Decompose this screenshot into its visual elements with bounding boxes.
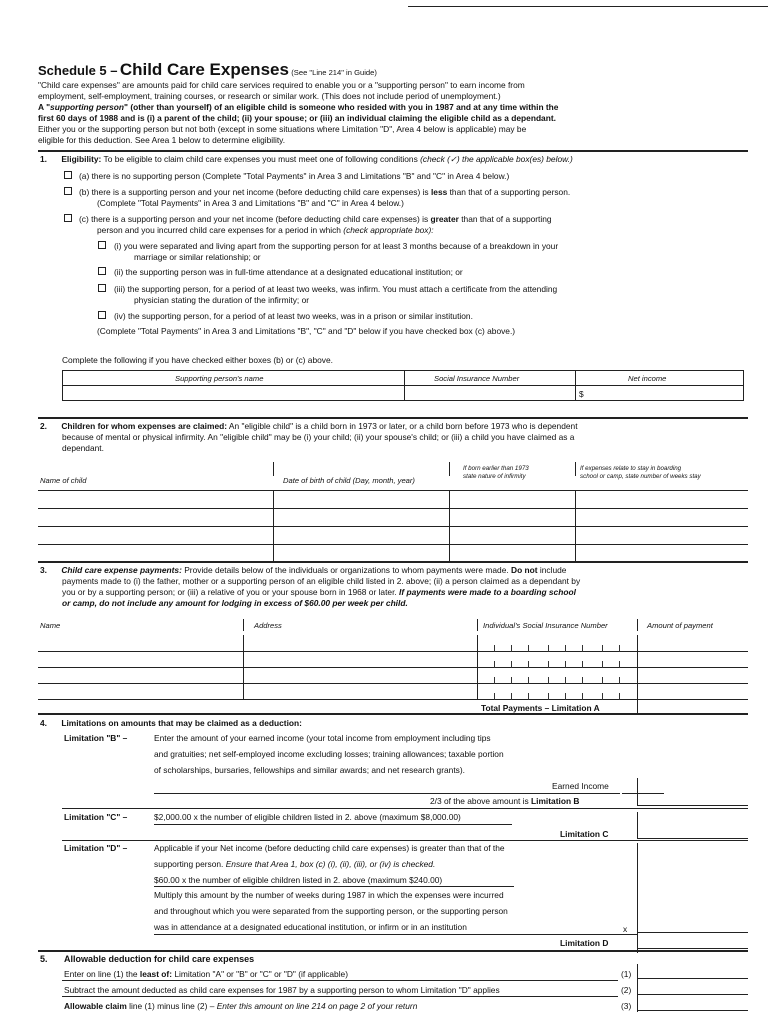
sin-digit-divider bbox=[565, 677, 566, 684]
intro-line-6: eligible for this deduction. See Area 1 below to determine eligibility. bbox=[38, 135, 286, 145]
line-1-number: (1) bbox=[621, 969, 632, 979]
limitation-b-line-1: Enter the amount of your earned income (your total income from employment including tips bbox=[154, 733, 491, 743]
checkbox-b[interactable] bbox=[64, 187, 72, 195]
line-1-input[interactable] bbox=[638, 967, 748, 979]
follow-note: Complete the following if you have checked either boxes (b) or (c) above. bbox=[62, 355, 333, 365]
line-3-input[interactable] bbox=[638, 999, 748, 1011]
col-infirmity: If born earlier than 1973 state nature of infirmity bbox=[463, 465, 529, 480]
limitation-b-label: Limitation "B" – bbox=[64, 733, 128, 743]
sin-digit-divider bbox=[511, 661, 512, 668]
checkbox-a[interactable] bbox=[64, 171, 72, 179]
limitation-d-line-4: Multiply this amount by the number of weeks during 1987 in which the expenses were incurred bbox=[154, 890, 504, 900]
page-title: Schedule 5 – Child Care Expenses (See "Line 214" in Guide) bbox=[38, 60, 377, 79]
sin-digit-divider bbox=[602, 661, 603, 668]
sin-digit-divider bbox=[494, 661, 495, 668]
total-payments-input[interactable] bbox=[638, 700, 748, 713]
sin-digit-divider bbox=[619, 693, 620, 700]
sin-digit-divider bbox=[602, 693, 603, 700]
intro-line-2: employment, self-employment, training courses, or research or similar work. (This does not include period of unemployment.) bbox=[38, 91, 501, 101]
total-payments-label: Total Payments – Limitation A bbox=[481, 703, 600, 713]
intro-line-4: first 60 days of 1988 and is (i) a parent of the child; (ii) your spouse; or (iii) an individual claiming the eligible child as a dependant. bbox=[38, 113, 556, 123]
line-2-number: (2) bbox=[621, 985, 632, 995]
sin-digit-divider bbox=[528, 693, 529, 700]
section-4-heading: 4. Limitations on amounts that may be claimed as a deduction: bbox=[40, 718, 302, 728]
limitation-c-line: $2,000.00 x the number of eligible children listed in 2. above (maximum $8,000.00) bbox=[154, 812, 461, 822]
col-date-of-birth: Date of birth of child (Day, month, year) bbox=[283, 476, 415, 485]
children-row[interactable] bbox=[38, 490, 748, 491]
sin-digit-divider bbox=[548, 693, 549, 700]
sin-digit-divider bbox=[582, 677, 583, 684]
sin-digit-divider bbox=[565, 645, 566, 652]
sin-digit-divider bbox=[619, 645, 620, 652]
option-c: (c) there is a supporting person and your net income (before deducting child care expenses) is greater than that of a supporting bbox=[79, 214, 552, 224]
limitation-c-input[interactable] bbox=[638, 827, 748, 839]
col-sin: Social Insurance Number bbox=[434, 374, 520, 383]
rule-section-5 bbox=[38, 950, 748, 952]
option-c-iv: (iv) the supporting person, for a period of at least two weeks, was in a prison or similar institution. bbox=[114, 311, 473, 321]
col-payment-amount: Amount of payment bbox=[647, 621, 713, 630]
limitation-b-input[interactable] bbox=[638, 794, 748, 806]
line-1-text: Enter on line (1) the least of: Limitation "A" or "B" or "C" or "D" (if applicable) bbox=[64, 969, 349, 979]
limitation-d-line-1: Applicable if your Net income (before deducting child care expenses) is greater than that of the bbox=[154, 843, 505, 853]
sin-digit-divider bbox=[565, 661, 566, 668]
sin-digit-divider bbox=[494, 645, 495, 652]
limitation-c-label: Limitation "C" – bbox=[64, 812, 128, 822]
limitation-d-result: Limitation D bbox=[560, 938, 609, 948]
option-c-line-2: person and you incurred child care expenses for a period in which (check appropriate box): bbox=[97, 225, 434, 235]
option-b-note: (Complete "Total Payments" in Area 3 and Limitations "B" and "C" in Area 4 below.) bbox=[97, 198, 404, 208]
limitation-d-line-2: supporting person. Ensure that Area 1, box (c) (i), (ii), (iii), or (iv) is checked. bbox=[154, 859, 436, 869]
sin-digit-divider bbox=[528, 645, 529, 652]
rule-section-3 bbox=[38, 561, 748, 563]
col-name-of-child: Name of child bbox=[40, 476, 87, 485]
section-2-line-2: because of mental or physical infirmity. An "eligible child" may be (i) your child; (ii) your spouse's child; or (iii) a child you have claimed as a bbox=[62, 432, 575, 442]
option-c-ii: (ii) the supporting person was in full-time attendance at a designated educational institution; or bbox=[114, 267, 463, 277]
checkbox-c-i[interactable] bbox=[98, 241, 106, 249]
sin-digit-divider bbox=[582, 645, 583, 652]
section-3-heading: 3. Child care expense payments: Provide details below of the individuals or organizations to whom payments were made. Do not include bbox=[40, 565, 567, 575]
limitation-d-label: Limitation "D" – bbox=[64, 843, 128, 853]
earned-income-input[interactable] bbox=[622, 782, 664, 794]
section-2-line-3: dependant. bbox=[62, 443, 104, 453]
section-3-line-4: or camp, do not include any amount for lodging in excess of $60.00 per week per child. bbox=[62, 598, 408, 608]
option-c-i-cont: marriage or similar relationship; or bbox=[134, 252, 261, 262]
sin-digit-divider bbox=[528, 661, 529, 668]
multiply-sign: x bbox=[623, 924, 628, 934]
weeks-input[interactable] bbox=[638, 921, 748, 933]
sin-digit-divider bbox=[548, 661, 549, 668]
checkbox-c-ii[interactable] bbox=[98, 267, 106, 275]
limitation-d-line-6: was in attendance at a designated educational institution, or infirm or in an institution bbox=[154, 922, 467, 932]
limitation-d-line-3: $60.00 x the number of eligible children listed in 2. above (maximum $240.00) bbox=[154, 875, 443, 885]
sin-digit-divider bbox=[511, 677, 512, 684]
sin-digit-divider bbox=[582, 661, 583, 668]
children-row[interactable] bbox=[38, 526, 748, 527]
section-1-heading: 1. Eligibility: To be eligible to claim child care expenses you must meet one of following conditions (check (✓) the applicable box(es) below.) bbox=[40, 154, 573, 164]
section-3-line-3: you or by a supporting person; or (iii) a relative of you or your spouse born in 1968 or later. If payments were made to a boarding school bbox=[62, 587, 576, 597]
sin-digit-divider bbox=[528, 677, 529, 684]
rule-section-4 bbox=[38, 713, 748, 715]
dollar-sign: $ bbox=[579, 389, 584, 399]
line-2-input[interactable] bbox=[638, 983, 748, 995]
option-c-iii: (iii) the supporting person, for a period of at least two weeks, was infirm. You must attach a certificate from the attending bbox=[114, 284, 558, 294]
line-3-number: (3) bbox=[621, 1001, 632, 1011]
intro-line-5: Either you or the supporting person but not both (except in some situations where Limitation "D", Area 4 below is applicable) may be bbox=[38, 124, 527, 134]
children-row[interactable] bbox=[38, 508, 748, 509]
checkbox-c-iii[interactable] bbox=[98, 284, 106, 292]
sin-digit-divider bbox=[511, 645, 512, 652]
sin-digit-divider bbox=[582, 693, 583, 700]
col-payee-name: Name bbox=[40, 621, 61, 630]
sin-digit-divider bbox=[494, 677, 495, 684]
option-b: (b) there is a supporting person and your net income (before deducting child care expenses) is less than that of a supporting person. bbox=[79, 187, 571, 197]
sin-digit-divider bbox=[565, 693, 566, 700]
limitation-d-input[interactable] bbox=[638, 936, 748, 949]
children-row[interactable] bbox=[38, 544, 748, 545]
top-rule bbox=[408, 6, 768, 7]
rule-section-2 bbox=[38, 417, 748, 419]
option-c-iii-cont: physician stating the duration of the infirmity; or bbox=[134, 295, 310, 305]
sin-digit-divider bbox=[494, 693, 495, 700]
option-a: (a) there is no supporting person (Complete "Total Payments" in Area 3 and Limitations "B" and "C" in Area 4 below.) bbox=[79, 171, 510, 181]
supporting-sin-input[interactable] bbox=[406, 387, 573, 399]
supporting-name-input[interactable] bbox=[64, 387, 402, 399]
sin-digit-divider bbox=[619, 661, 620, 668]
section-5-heading: 5. Allowable deduction for child care expenses bbox=[40, 954, 255, 964]
col-payee-sin: Individual's Social Insurance Number bbox=[483, 621, 608, 630]
payment-row[interactable] bbox=[38, 683, 748, 684]
col-supporting-name: Supporting person's name bbox=[175, 374, 264, 383]
sin-digit-divider bbox=[602, 645, 603, 652]
col-payee-address: Address bbox=[254, 621, 282, 630]
checkbox-c[interactable] bbox=[64, 214, 72, 222]
sin-digit-divider bbox=[548, 645, 549, 652]
limitation-b-line-2: and gratuities; net self-employed income excluding losses; training allowances; taxable portion bbox=[154, 749, 504, 759]
payment-row[interactable] bbox=[38, 667, 748, 668]
sin-digit-divider bbox=[511, 693, 512, 700]
payment-row[interactable] bbox=[38, 651, 748, 652]
complete-note: (Complete "Total Payments" in Area 3 and Limitations "B", "C" and "D" below if you have checked box (c) above.) bbox=[97, 326, 516, 336]
earned-income-label: Earned Income bbox=[552, 781, 609, 791]
sin-digit-divider bbox=[548, 677, 549, 684]
limitation-c-result: Limitation C bbox=[560, 829, 609, 839]
col-boarding: If expenses relate to stay in boarding school or camp, state number of weeks stay bbox=[580, 465, 701, 480]
sin-digit-divider bbox=[619, 677, 620, 684]
option-c-i: (i) you were separated and living apart from the supporting person for at least 3 months because of a breakdown in your bbox=[114, 241, 559, 251]
rule-section-1 bbox=[38, 150, 748, 152]
net-income-input[interactable] bbox=[588, 387, 742, 399]
limitation-b-line-3: of scholarships, bursaries, fellowships and similar awards; and net research grants). bbox=[154, 765, 465, 775]
intro-line-1: "Child care expenses" are amounts paid for child care services required to enable you or a "supporting person" to earn income from bbox=[38, 80, 525, 90]
limitation-d-line-5: and throughout which you were separated from the supporting person, or the supporting person bbox=[154, 906, 508, 916]
line-3-text: Allowable claim line (1) minus line (2) – Enter this amount on line 214 on page 2 of your return bbox=[64, 1001, 418, 1011]
limitation-b-calc: 2/3 of the above amount is Limitation B bbox=[430, 796, 580, 806]
line-2-text: Subtract the amount deducted as child care expenses for 1987 by a supporting person to whom Limitation "D" applies bbox=[64, 985, 500, 995]
col-net-income: Net income bbox=[628, 374, 667, 383]
section-3-line-2: payments made to (i) the father, mother or a supporting person of an eligible child listed in 2. above; (ii) a person claimed as a dependant by bbox=[62, 576, 581, 586]
section-2-heading: 2. Children for whom expenses are claimed: An "eligible child" is a child born in 1973 or later, or a child born before 1973 who is dependent bbox=[40, 421, 578, 431]
checkbox-c-iv[interactable] bbox=[98, 311, 106, 319]
sin-digit-divider bbox=[602, 677, 603, 684]
intro-line-3: A "supporting person" (other than yourself) of an eligible child is someone who resided with you in 1987 and at any time within the bbox=[38, 102, 559, 112]
